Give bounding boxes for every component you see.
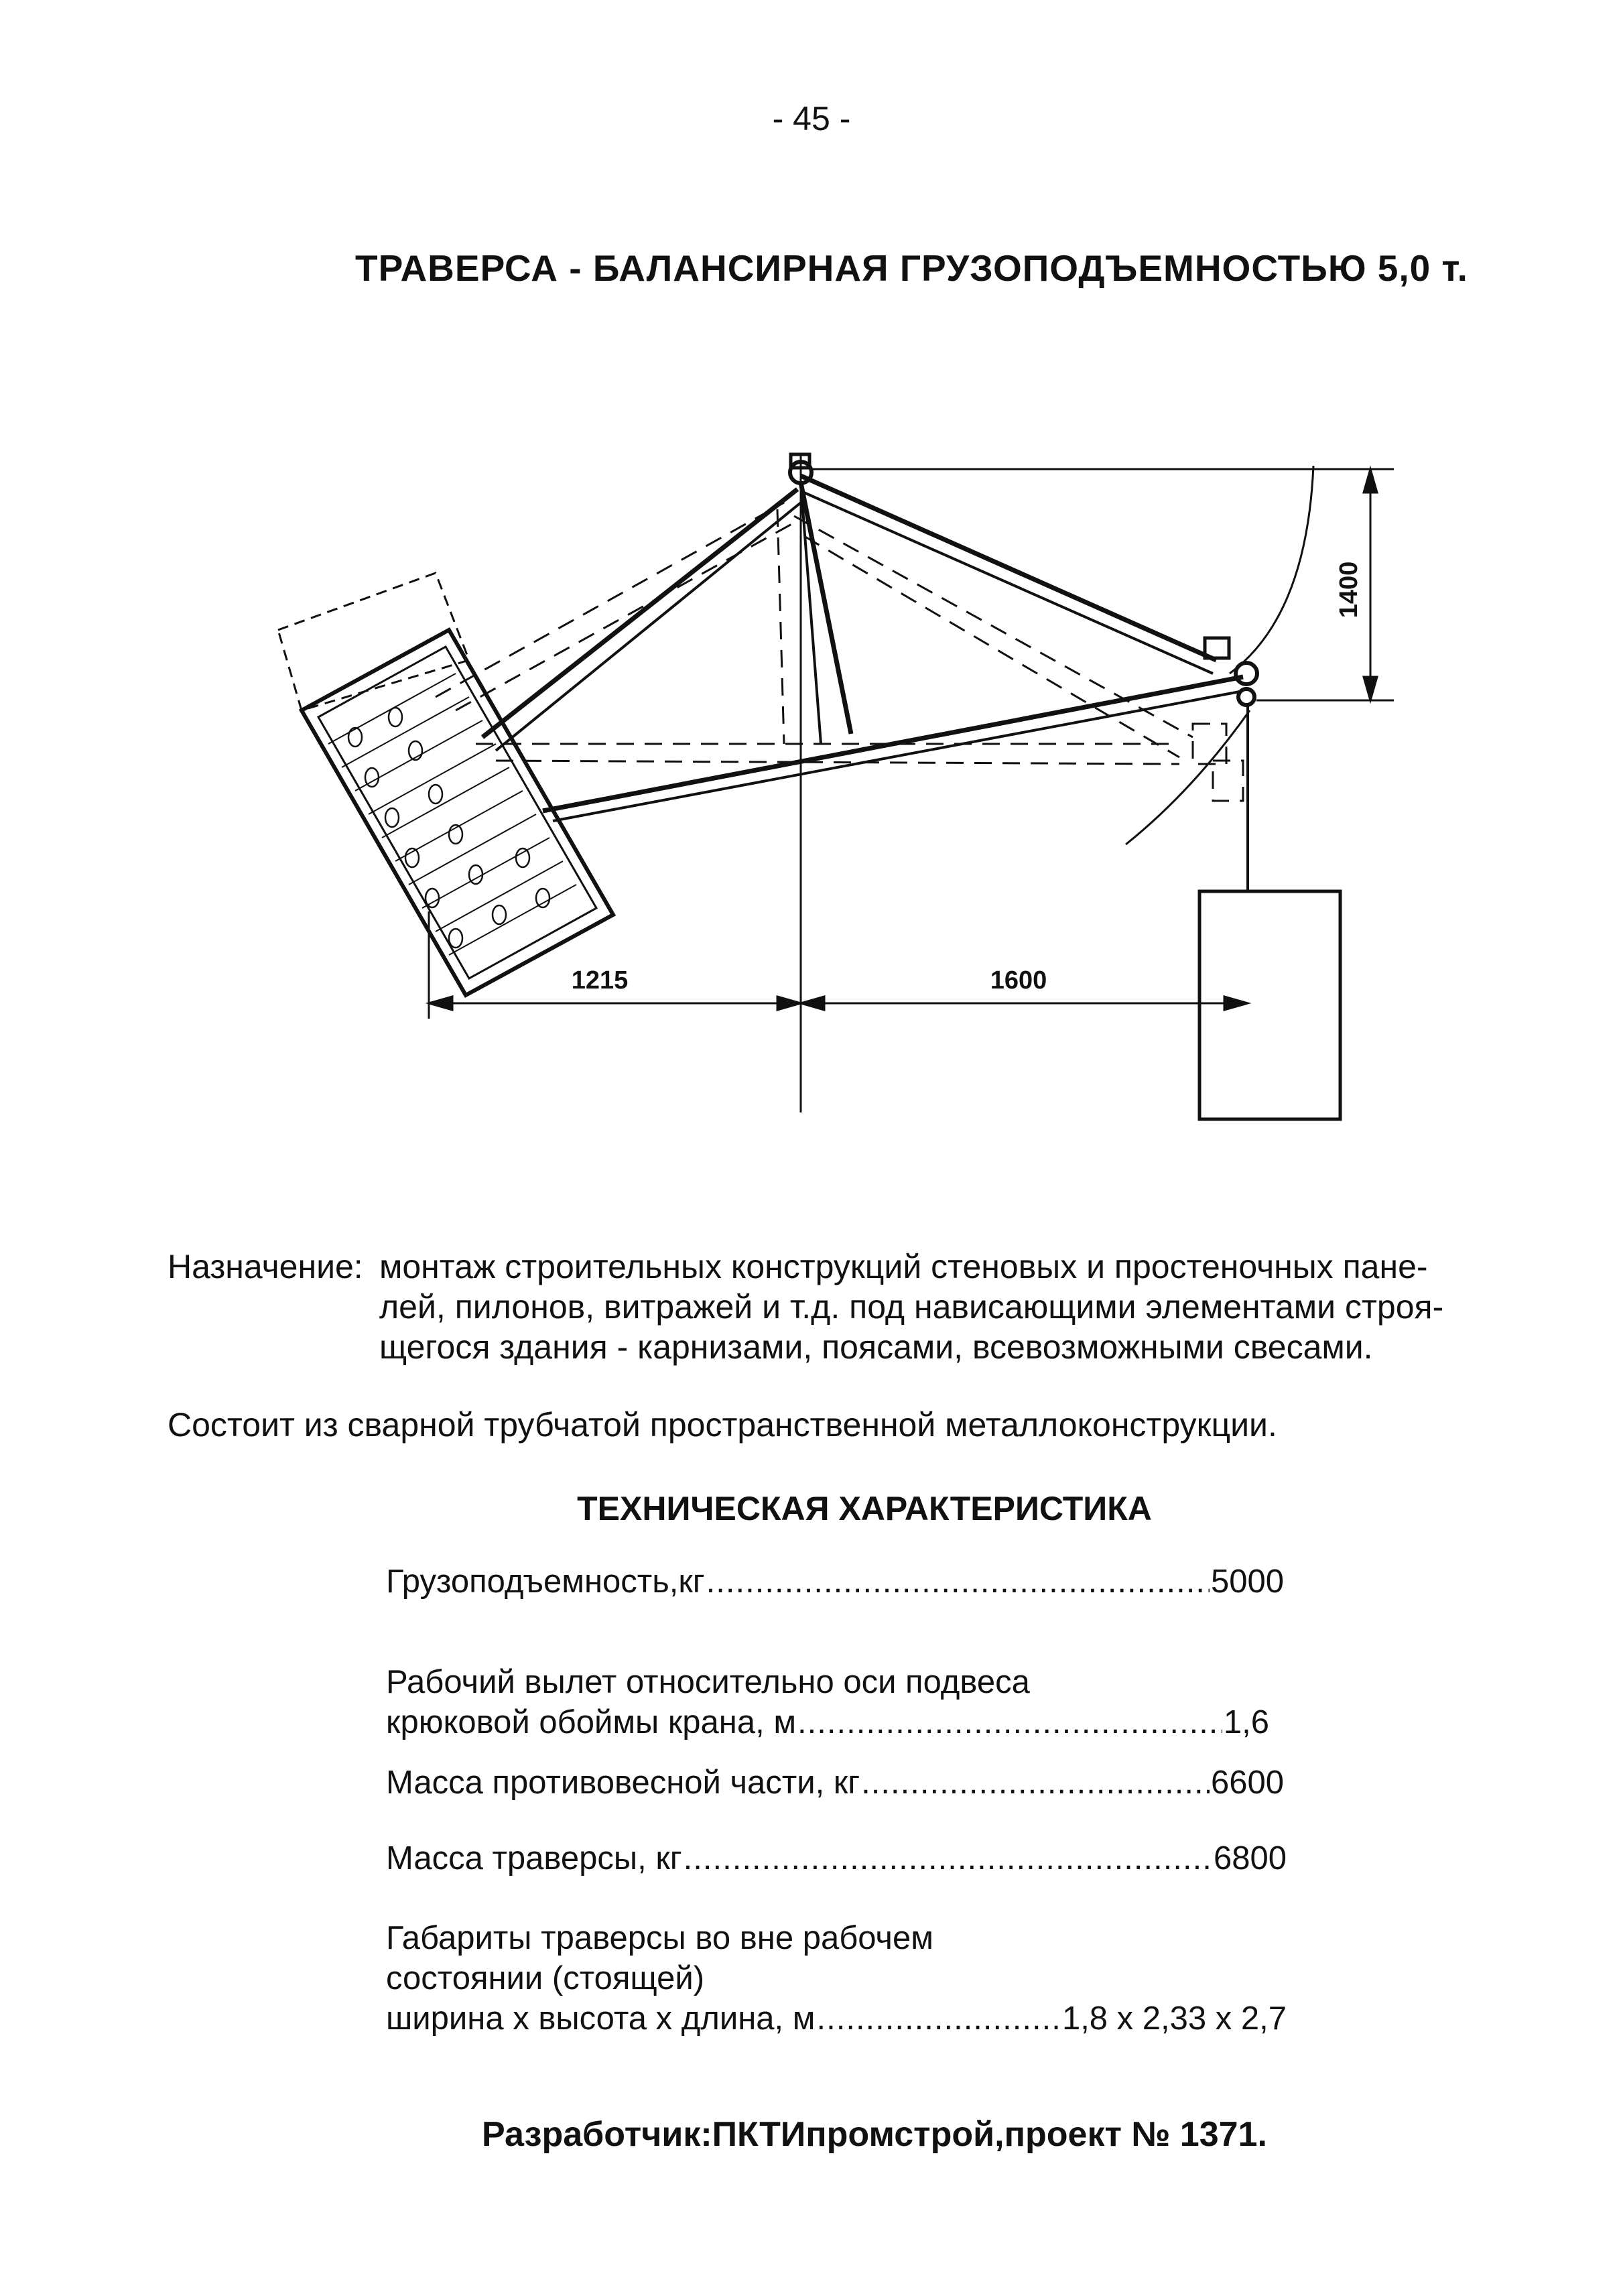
spec-item <box>386 1561 1284 1602</box>
spec-value: 6600 <box>1210 1765 1284 1801</box>
spec-text-line: состоянии (стоящей) <box>386 1960 705 1996</box>
spec-label: крюковой обоймы крана, м <box>386 1704 797 1740</box>
spec-item <box>386 1662 1269 1742</box>
spec-text-line: Рабочий вылет относительно оси подвеса <box>386 1664 1030 1700</box>
dimension-right-label: 1600 <box>990 966 1047 995</box>
tech-specs-heading: ТЕХНИЧЕСКАЯ ХАРАКТЕРИСТИКА <box>577 1490 1152 1527</box>
leader-dots <box>816 1998 1060 2039</box>
spec-line <box>386 1702 1269 1742</box>
dimension-left-label: 1215 <box>571 966 629 995</box>
spec-value: 1,6 <box>1223 1704 1269 1740</box>
developer-credit: Разработчик:ПКТИпромстрой,проект № 1371. <box>482 2115 1267 2154</box>
spec-line <box>386 1763 1284 1803</box>
traverse-truss <box>482 454 1257 821</box>
purpose-text: монтаж строительных конструкций стеновых и простеночных пане- лей, пилонов, витражей и т.д. под нависающими элементами строя- щегося здания - карнизами, поясами, всевозможными свесами. <box>379 1248 1444 1366</box>
document-title: ТРАВЕРСА - БАЛАНСИРНАЯ ГРУЗОПОДЪЕМНОСТЬЮ 5,0 т. <box>355 247 1468 289</box>
spec-item <box>386 1918 1287 2039</box>
spec-label: Грузоподъемность,кг <box>386 1564 705 1600</box>
spec-label: Масса траверсы, кг <box>386 1840 682 1876</box>
spec-value: 6800 <box>1213 1840 1287 1876</box>
dimension-height <box>811 469 1394 700</box>
construction-note: Состоит из сварной трубчатой пространственной металлоконструкции. <box>168 1406 1277 1444</box>
spec-line <box>386 1998 1287 2039</box>
leader-dots <box>861 1763 1210 1803</box>
swing-arc-top <box>1230 466 1313 674</box>
load-block <box>1199 891 1340 1119</box>
counterweight-panel <box>278 573 613 995</box>
spec-value: 5000 <box>1210 1564 1284 1600</box>
purpose-label: Назначение: <box>168 1248 363 1285</box>
spec-item <box>386 1838 1287 1878</box>
spec-label: Масса противовесной части, кг <box>386 1765 860 1801</box>
leader-dots <box>797 1702 1222 1742</box>
traverse-drawing <box>255 429 1407 1166</box>
leader-dots <box>684 1838 1212 1878</box>
spec-value: 1,8 х 2,33 х 2,7 <box>1061 2000 1287 2037</box>
dimension-height-label: 1400 <box>1335 561 1363 619</box>
leader-dots <box>706 1561 1210 1602</box>
spec-item <box>386 1763 1284 1803</box>
spec-line <box>386 1561 1284 1602</box>
swing-arc-bottom <box>1126 710 1250 844</box>
spec-text-line: Габариты траверсы во вне рабочем <box>386 1920 933 1956</box>
dimension-width <box>429 911 1248 1019</box>
spec-label: ширина х высота х длина, м <box>386 2000 816 2037</box>
page-number: - 45 - <box>772 100 851 137</box>
spec-line <box>386 1838 1287 1878</box>
